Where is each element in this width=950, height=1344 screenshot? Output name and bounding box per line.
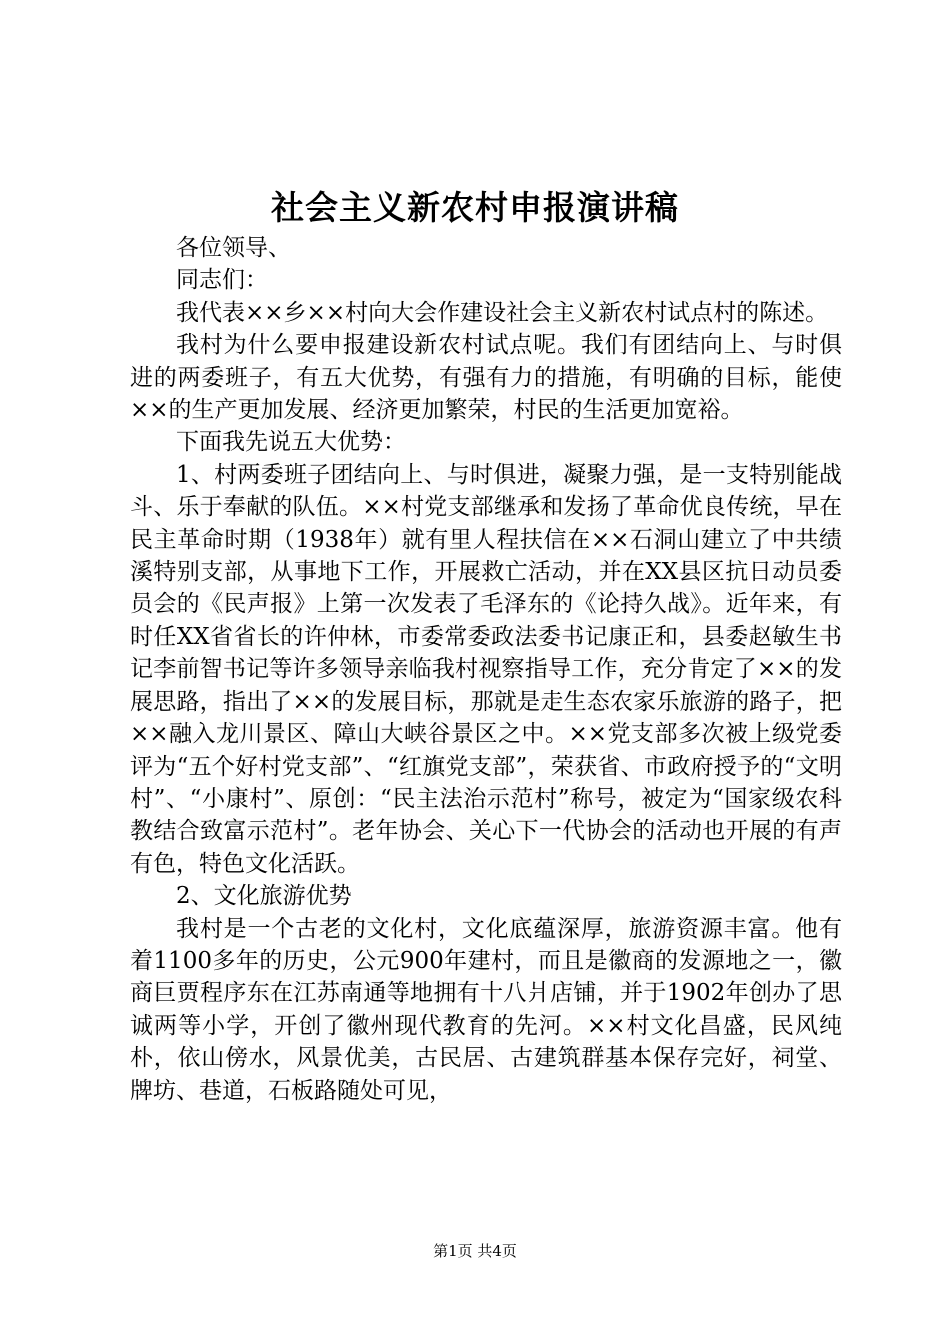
document-title: 社会主义新农村申报演讲稿 [271, 188, 679, 227]
paragraph-intro: 我代表××乡××村向大会作建设社会主义新农村试点村的陈述。 [176, 299, 829, 326]
paragraph-advantage-2: 我村是一个古老的文化村，文化底蕴深厚，旅游资源丰富。他有着1100多年的历史，公元900年建村，而且是徽商的发源地之一，徽商巨贾程序东在江苏南通等地拥有十八爿店铺，并于1902年创办了思诚两等小学，开创了徽州现代教育的先河。××村文化昌盛，民风纯朴，依山傍水，风景优美，古民居、古建筑群基本保存完好，祠堂、牌坊、巷道，石板路随处可见， [130, 915, 842, 1104]
paragraph-advantage-2-heading: 2、文化旅游优势 [176, 883, 352, 910]
paragraph-advantages-intro: 下面我先说五大优势： [176, 429, 406, 456]
document-body [130, 232, 842, 1107]
paragraph-salutation-1: 各位领导、 [176, 235, 291, 261]
page-footer: 第1页 共4页 [433, 1242, 517, 1260]
paragraph-reason: 我村为什么要申报建设新农村试点呢。我们有团结向上、与时俱进的两委班子，有五大优势，有强有力的措施，有明确的目标，能使××的生产更加发展、经济更加繁荣，村民的生活更加宽裕。 [130, 332, 842, 424]
paragraph-advantage-1: 1、村两委班子团结向上、与时俱进，凝聚力强，是一支特别能战斗、乐于奉献的队伍。××村党支部继承和发扬了革命优良传统，早在民主革命时期（1938年）就有里人程扶信在××石洞山建立了中共绩溪特别支部，从事地下工作，开展救亡活动，并在XX县区抗日动员委员会的《民声报》上第一次发表了毛泽东的《论持久战》。近年来，有时任XX省省长的许仲林，市委常委政法委书记康正和，县委赵敏生书记李前智书记等许多领导亲临我村视察指导工作，充分肯定了××的发展思路，指出了××的发展目标，那就是走生态农家乐旅游的路子，把××融入龙川景区、障山大峡谷景区之中。××党支部多次被上级党委评为“五个好村党支部”、“红旗党支部”，荣获省、市政府授予的“文明村”、“小康村”、原创：“民主法治示范村”称号，被定为“国家级农科教结合致富示范村”。老年协会、关心下一代协会的活动也开展的有声有色，特色文化活跃。 [130, 461, 842, 877]
paragraph-salutation-2: 同志们： [176, 267, 268, 294]
